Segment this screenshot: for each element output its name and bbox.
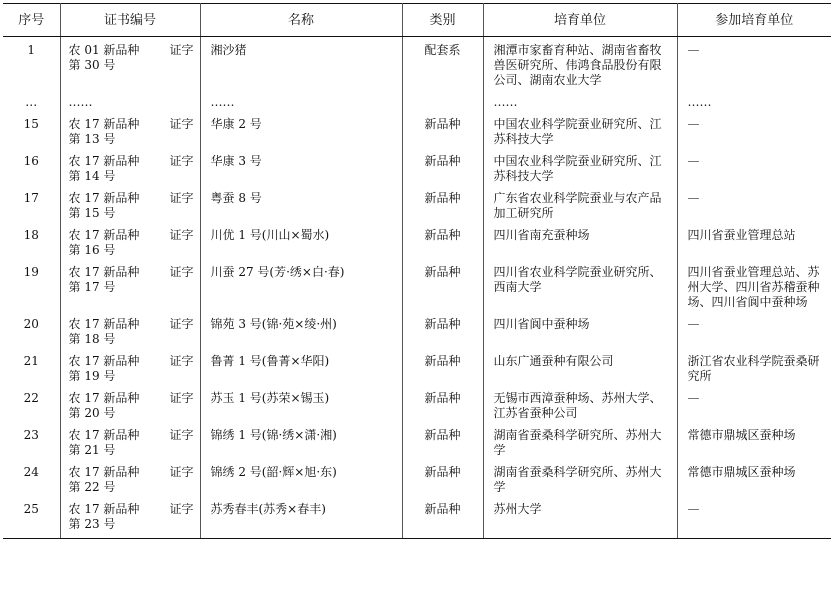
certificate-line-2: 第 22 号: [68, 480, 116, 494]
header-row: [3, 4, 831, 37]
participating-unit: 四川省蚕业管理总站: [687, 228, 796, 242]
participating-unit: 浙江省农业科学院蚕桑研究所: [687, 354, 820, 383]
breeding-unit: 中国农业科学院蚕业研究所、江苏科技大学: [483, 148, 677, 185]
breeding-unit: ……: [483, 89, 677, 111]
row-number: 24: [3, 459, 60, 496]
certificate-number: [60, 37, 200, 90]
certificate-prefix: 农 17 新品种: [68, 354, 140, 368]
certificate-number: [60, 89, 200, 111]
certificate-line-2: 第 17 号: [68, 280, 116, 294]
table-row: [3, 496, 831, 539]
variety-name: 锦苑 3 号(锦·苑×绫·州): [200, 311, 402, 348]
table-row: [3, 111, 831, 148]
certificate-word: 证字: [169, 117, 194, 131]
participating-unit: —: [687, 154, 700, 168]
certificate-line-2: 第 19 号: [68, 369, 116, 383]
row-number: 15: [3, 111, 60, 148]
table-row: [3, 222, 831, 259]
row-number: 1: [3, 37, 60, 90]
variety-category: 新品种: [402, 111, 483, 148]
header-category: 类别: [402, 4, 483, 37]
row-number: 22: [3, 385, 60, 422]
certificate-line-1: [69, 465, 194, 480]
row-number: 25: [3, 496, 60, 539]
certificate-number: [60, 459, 200, 496]
participating-unit: 四川省蚕业管理总站、苏州大学、四川省苏稽蚕种场、四川省阆中蚕种场: [687, 265, 820, 309]
certificate-prefix: 农 17 新品种: [68, 391, 140, 405]
participating-unit: ……: [687, 95, 712, 109]
row-number: …: [3, 89, 60, 111]
certificate-line-2: 第 18 号: [68, 332, 116, 346]
row-number: 17: [3, 185, 60, 222]
table-body: [3, 37, 831, 539]
table-row: [3, 459, 831, 496]
participating-unit: —: [687, 43, 700, 57]
breeding-unit: 苏州大学: [483, 496, 677, 539]
certificate-line-1: [69, 43, 194, 58]
header-no: 序号: [3, 4, 60, 37]
table-row: [3, 185, 831, 222]
variety-name: ……: [200, 89, 402, 111]
participating-unit: 常德市鼎城区蚕种场: [687, 428, 796, 442]
certificate-prefix: 农 17 新品种: [68, 317, 140, 331]
participating-unit: —: [687, 117, 700, 131]
participating-unit: —: [677, 496, 831, 539]
variety-name: 鲁菁 1 号(鲁菁×华阳): [200, 348, 402, 385]
variety-category: 新品种: [402, 385, 483, 422]
header-name: 名称: [200, 4, 402, 37]
variety-name: 苏秀春丰(苏秀×春丰): [200, 496, 402, 539]
certificate-line-1: [69, 428, 194, 443]
variety-category: [402, 89, 483, 111]
certificate-line-1: [69, 228, 194, 243]
certificate-number: [60, 259, 200, 311]
certificate-prefix: 农 01 新品种: [68, 43, 140, 57]
certificate-prefix: 农 17 新品种: [68, 502, 140, 516]
certificate-number: [60, 422, 200, 459]
certificate-prefix: 农 17 新品种: [68, 228, 140, 242]
breeding-unit: 无锡市西漳蚕种场、苏州大学、江苏省蚕种公司: [483, 385, 677, 422]
breeding-unit: 湖南省蚕桑科学研究所、苏州大学: [483, 459, 677, 496]
document-page: [0, 3, 834, 539]
variety-category: 新品种: [402, 311, 483, 348]
breeding-unit: 湘潭市家畜育种站、湖南省畜牧兽医研究所、伟鸿食品股份有限公司、湖南农业大学: [483, 37, 677, 90]
breeding-unit: 四川省南充蚕种场: [483, 222, 677, 259]
breeding-unit: 四川省阆中蚕种场: [483, 311, 677, 348]
row-number: 20: [3, 311, 60, 348]
certificate-word: 证字: [169, 43, 194, 57]
certificate-line-2: 第 13 号: [68, 132, 116, 146]
certificate-line-2: 第 15 号: [68, 206, 116, 220]
certificate-line-1: [69, 191, 194, 206]
certificate-line-1: [69, 154, 194, 169]
certificate-line-2: 第 20 号: [68, 406, 116, 420]
certificate-word: 证字: [169, 191, 194, 205]
variety-category: 新品种: [402, 222, 483, 259]
certificate-word: 证字: [169, 465, 194, 479]
variety-category: 新品种: [402, 422, 483, 459]
breeding-unit: 湖南省蚕桑科学研究所、苏州大学: [483, 422, 677, 459]
variety-name: 华康 2 号: [200, 111, 402, 148]
variety-name: 川优 1 号(川山×蜀水): [200, 222, 402, 259]
certificate-line-2: 第 30 号: [68, 58, 116, 72]
breeding-unit: 广东省农业科学院蚕业与农产品加工研究所: [483, 185, 677, 222]
table-row: [3, 385, 831, 422]
row-number: 21: [3, 348, 60, 385]
table-row: [3, 37, 831, 90]
header-partner: 参加培育单位: [677, 4, 831, 37]
breeding-unit: 中国农业科学院蚕业研究所、江苏科技大学: [483, 111, 677, 148]
header-cert: 证书编号: [60, 4, 200, 37]
variety-name: 华康 3 号: [200, 148, 402, 185]
certificate-word: 证字: [169, 391, 194, 405]
participating-unit: —: [687, 317, 700, 331]
certificate-number: [60, 385, 200, 422]
certificate-line-1: [69, 354, 194, 369]
certificate-line-1: [69, 317, 194, 332]
certificate-word: 证字: [169, 317, 194, 331]
variety-name: 川蚕 27 号(芳·绣×白·春): [200, 259, 402, 311]
variety-category: 新品种: [402, 259, 483, 311]
table-row: [3, 348, 831, 385]
breeding-unit: 四川省农业科学院蚕业研究所、西南大学: [483, 259, 677, 311]
variety-category: 新品种: [402, 348, 483, 385]
row-number: 19: [3, 259, 60, 311]
certificate-word: 证字: [169, 354, 194, 368]
row-number: 18: [3, 222, 60, 259]
certificate-word: 证字: [169, 265, 194, 279]
certificate-prefix: 农 17 新品种: [68, 465, 140, 479]
variety-name: 苏玉 1 号(苏荣×锡玉): [200, 385, 402, 422]
certificate-line-2: 第 23 号: [68, 517, 116, 531]
table-row: [3, 259, 831, 311]
certificate-number: [60, 348, 200, 385]
table-row: [3, 148, 831, 185]
certificate-word: 证字: [169, 154, 194, 168]
row-number: 16: [3, 148, 60, 185]
certificate-word: 证字: [169, 502, 194, 516]
certificate-line-1: [69, 117, 194, 132]
certificate-line-1: [69, 95, 194, 110]
certificate-number: [60, 311, 200, 348]
certificate-number: [60, 148, 200, 185]
certificate-number: [60, 111, 200, 148]
certificate-line-1: [69, 502, 194, 517]
table-row: [3, 89, 831, 111]
certificate-line-2: 第 16 号: [68, 243, 116, 257]
certificate-word: 证字: [169, 428, 194, 442]
variety-certificate-table: [3, 3, 831, 539]
certificate-prefix: 农 17 新品种: [68, 191, 140, 205]
variety-category: 新品种: [402, 496, 483, 539]
certificate-prefix: ……: [68, 95, 93, 109]
certificate-line-2: 第 14 号: [68, 169, 116, 183]
certificate-prefix: 农 17 新品种: [68, 154, 140, 168]
table-row: [3, 311, 831, 348]
variety-name: 粤蚕 8 号: [200, 185, 402, 222]
variety-category: 新品种: [402, 185, 483, 222]
certificate-number: [60, 496, 200, 539]
certificate-number: [60, 222, 200, 259]
certificate-prefix: 农 17 新品种: [68, 117, 140, 131]
certificate-line-1: [69, 391, 194, 406]
variety-category: 新品种: [402, 459, 483, 496]
variety-name: 锦绣 1 号(锦·绣×潇·湘): [200, 422, 402, 459]
breeding-unit: 山东广通蚕种有限公司: [483, 348, 677, 385]
participating-unit: 常德市鼎城区蚕种场: [687, 465, 796, 479]
certificate-number: [60, 185, 200, 222]
certificate-word: 证字: [169, 228, 194, 242]
certificate-line-2: 第 21 号: [68, 443, 116, 457]
variety-category: 新品种: [402, 148, 483, 185]
variety-category: 配套系: [402, 37, 483, 90]
participating-unit: —: [687, 391, 700, 405]
certificate-line-1: [69, 265, 194, 280]
certificate-prefix: 农 17 新品种: [68, 428, 140, 442]
row-number: 23: [3, 422, 60, 459]
variety-name: 锦绣 2 号(韶·辉×旭·东): [200, 459, 402, 496]
participating-unit: —: [687, 191, 700, 205]
certificate-prefix: 农 17 新品种: [68, 265, 140, 279]
variety-name: 湘沙猪: [200, 37, 402, 90]
table-row: [3, 422, 831, 459]
header-unit: 培育单位: [483, 4, 677, 37]
